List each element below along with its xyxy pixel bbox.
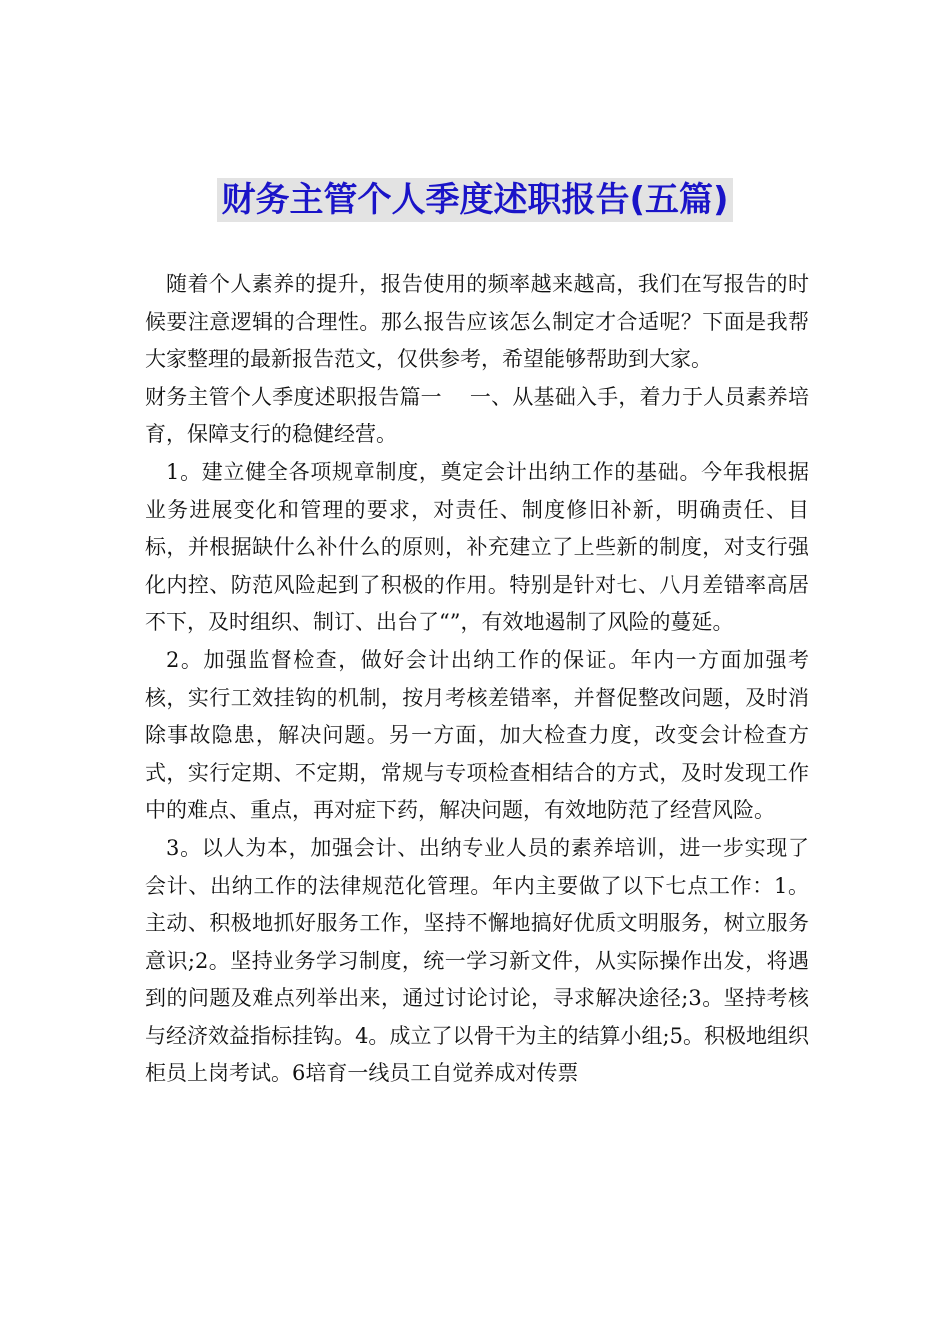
body-paragraph-item-2: 2。加强监督检查，做好会计出纳工作的保证。年内一方面加强考核，实行工效挂钩的机制，按月考核差错率，并督促整改问题，及时消除事故隐患，解决问题。另一方面，加大检查力度，改变会计检查方式，实行定期、不定期，常规与专项检查相结合的方式，及时发现工作中的难点、重点，再对症下药，解决问题，有效地防范了经营风险。 (145, 647, 809, 823)
document-title: 财务主管个人季度述职报告(五篇) (217, 178, 732, 222)
document-body (145, 266, 809, 1093)
body-paragraph-item-3: 3。以人为本，加强会计、出纳专业人员的素养培训，进一步实现了会计、出纳工作的法律规范化管理。年内主要做了以下七点工作：1。主动、积极地抓好服务工作，坚持不懈地搞好优质文明服务，树立服务意识;2。坚持业务学习制度，统一学习新文件，从实际操作出发，将遇到的问题及难点列举出来，通过讨论讨论，寻求解决途径;3。坚持考核与经济效益指标挂钩。4。成立了以骨干为主的结算小组;5。积极地组织柜员上岗考试。6培育一线员工自觉养成对传票 (145, 835, 809, 1086)
body-paragraph-item-1: 1。建立健全各项规章制度，奠定会计出纳工作的基础。今年我根据业务进展变化和管理的要求，对责任、制度修旧补新，明确责任、目标，并根据缺什么补什么的原则，补充建立了上些新的制度，对支行强化内控、防范风险起到了积极的作用。特别是针对七、八月差错率高居不下，及时组织、制订、出台了“”，有效地遏制了风险的蔓延。 (145, 459, 809, 635)
section-heading-paragraph: 财务主管个人季度述职报告篇一 一、从基础入手，着力于人员素养培育，保障支行的稳健经营。 (145, 384, 809, 447)
title-container (0, 178, 950, 222)
intro-paragraph: 随着个人素养的提升，报告使用的频率越来越高，我们在写报告的时候要注意逻辑的合理性。那么报告应该怎么制定才合适呢？下面是我帮大家整理的最新报告范文，仅供参考，希望能够帮助到大家。 (145, 272, 809, 372)
